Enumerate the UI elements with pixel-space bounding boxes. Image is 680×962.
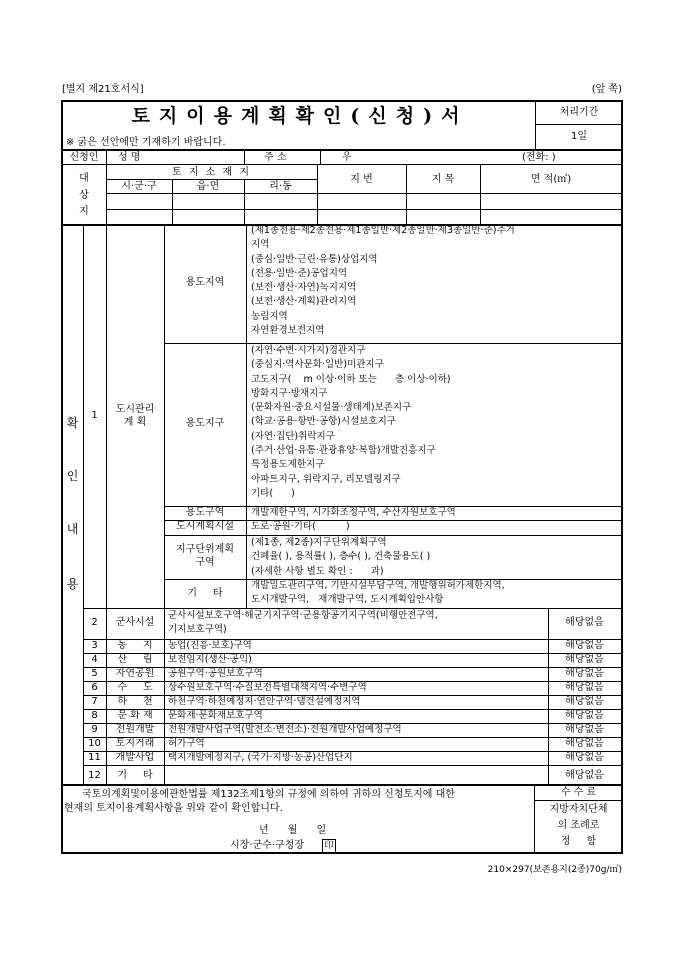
use-area-lines (251, 224, 515, 338)
use-area-line: 농림지역 (251, 310, 288, 322)
content-bottom-line (62, 784, 622, 786)
use-district-line: 방화지구·방재지구 (251, 387, 328, 399)
processing-period-value: 1일 (570, 131, 588, 142)
use-area-line: (중심·일반·근린·유통)상업지역 (251, 253, 378, 265)
sec-status: 해당없음 (565, 724, 604, 735)
other-line: 개발밀도관리구역, 기반시설부담구역, 개발행위허가제한지역, (251, 580, 505, 591)
paper-spec: 210×297(보존용지(2종)70g/㎡) (487, 865, 622, 875)
footer-statement-1: 국토의계획및이용에관한법률 제132조제1항의 규정에 의하여 귀하의 신청토지에 대한 (82, 789, 455, 800)
unit-label-1: 지구단위계획 (176, 544, 234, 555)
target-label-1: 대 (79, 173, 89, 184)
sec1-number: 1 (91, 410, 98, 421)
applicant-v3 (320, 150, 321, 165)
footer-date: 년 월 일 (259, 825, 327, 836)
sec-text: 전원개발사업구역(발전소·변전소)·전원개발사업예정구역 (168, 724, 402, 735)
sec-status: 해당없음 (565, 696, 604, 707)
applicant-address-label: 주 소 (264, 152, 287, 163)
footer-signer: 시장·군수·구청장 (230, 840, 304, 851)
sec-label: 수 도 (117, 682, 153, 693)
use-area-line: (보전·생산·자연)녹지지역 (251, 282, 357, 294)
use-district-line: (학교·공용·항만·공항)시설보호지구 (251, 416, 396, 428)
fee-label: 수 수 료 (560, 787, 597, 798)
sec-label: 하 천 (117, 696, 153, 707)
footer-statement-2: 현재의 토지이용계획사항을 위와 같이 확인합니다. (64, 803, 283, 814)
use-district-line: (주거·산업·유통·관광휴양·복합)개발진흥지구 (251, 445, 436, 457)
use-district-label: 용도지구 (185, 418, 225, 429)
sec-number: 10 (88, 738, 101, 749)
unit-line: 건폐율( ), 용적률( ), 층수( ), 건축물용도( ) (251, 551, 431, 563)
other-line: 도시개발구역, 재개발구역, 도시계획입안사항 (251, 594, 444, 606)
outer-top-border (61, 100, 623, 102)
sec-label: 산 림 (117, 654, 153, 665)
sec-status: 해당없음 (565, 617, 604, 628)
target-label-3: 지 (79, 206, 89, 217)
target-h-header (106, 193, 622, 194)
sec-text: 보전임지(생산·공익) (168, 654, 252, 665)
sec1-label-2: 계 획 (123, 417, 147, 428)
sec-text: 군사시설보호구역·해군기지구역·군용항공기지구역(비행안전구역, (168, 610, 438, 621)
footer-fee-h (534, 800, 622, 801)
sec-number: 5 (91, 668, 98, 679)
sec-number: 2 (91, 617, 98, 628)
fee-text-2: 의 조례로 (557, 820, 600, 831)
fee-text-1: 지방자치단체 (549, 804, 608, 815)
sec1-label-1: 도시관리 (115, 404, 155, 415)
outer-right-border (621, 100, 623, 854)
sec-label: 토지거래 (115, 738, 155, 749)
sec-text: 하천구역·하천예정지·연안구역·댐건설예정지역 (168, 696, 361, 707)
other-label: 기 타 (187, 588, 223, 599)
sec-text: 농업(진흥·보호)구역 (168, 640, 252, 651)
sec-label: 군사시설 (115, 617, 155, 628)
form-number: [별지 제21호서식] (62, 84, 144, 95)
use-district-line: 아파트지구, 위락지구, 리모델링지구 (251, 473, 401, 485)
use-area-line: (전용·일반·준)공업지역 (251, 267, 348, 279)
sec-status: 해당없음 (565, 640, 604, 651)
use-zone-label: 용도구역 (185, 507, 225, 518)
use-area-line: 지역 (251, 239, 270, 251)
sec-text: 기지보호구역) (168, 624, 227, 635)
sec-text: 상수원보호구역·수질보전특별대책지역·수변구역 (168, 682, 367, 693)
use-district-line: (중심지·역사문화·일반)미관지구 (251, 359, 384, 371)
sec-number: 8 (91, 710, 98, 721)
sec-status: 해당없음 (565, 668, 604, 679)
unit-label-2: 구역 (195, 557, 215, 568)
outer-bottom-border (61, 852, 623, 854)
use-district-line: (자연·집단)취락지구 (251, 430, 335, 442)
sec-number: 7 (91, 696, 98, 707)
sec-status: 해당없음 (565, 752, 604, 763)
location-header: 토 지 소 재 지 (171, 167, 251, 178)
page-title: 토지이용계획확인(신청)서 (131, 105, 469, 127)
use-area-line: (보전·생산·계획)관리지역 (251, 296, 357, 308)
seal-icon: 印 (322, 839, 336, 853)
use-district-line: 기타( ) (251, 487, 295, 499)
sec-status: 해당없음 (565, 770, 604, 781)
eupmyeon-header: 읍·면 (196, 181, 220, 192)
unit-lines (251, 536, 430, 579)
sec-status: 해당없음 (565, 738, 604, 749)
sec-number: 9 (91, 724, 98, 735)
sec-number: 6 (91, 682, 98, 693)
facility-label: 도시계획시설 (176, 521, 234, 532)
sec-text: 문화재·문화재보호구역 (168, 710, 263, 721)
use-district-line: (문화자원·중요시설물·생태계)보존지구 (251, 402, 412, 414)
ridong-header: 리·동 (269, 181, 292, 192)
use-district-lines (251, 344, 451, 501)
content-label-1: 확 (66, 416, 79, 430)
content-label-2: 인 (66, 469, 79, 483)
sec-number: 4 (91, 654, 98, 665)
sec-label: 문 화 재 (117, 710, 153, 721)
use-area-line: (제1종전용·제2종전용·제1종일반·제2종일반·제3종일반·준)주거 (251, 225, 515, 236)
content-v-sub (246, 225, 247, 608)
content-v-name (164, 225, 165, 784)
jibun-header: 지 번 (350, 174, 373, 185)
target-label-2: 상 (79, 190, 89, 201)
applicant-postal-label: 우 (342, 152, 352, 163)
facility-text: 도로·공원·기타( ) (251, 521, 350, 532)
sec-status: 해당없음 (565, 682, 604, 693)
sec-number: 12 (88, 770, 101, 781)
use-area-line: 자연환경보전지역 (251, 325, 325, 337)
sec-label: 농 지 (117, 640, 153, 651)
use-district-line: 고도지구( m 이상·이하 또는 층 이상·이하) (251, 373, 451, 385)
fee-text-3: 정 함 (560, 836, 597, 847)
applicant-v2 (244, 150, 245, 165)
other-lines (251, 579, 505, 608)
sec-text: 공원구역·공원보호구역 (168, 668, 263, 679)
sec-label: 전원개발 (115, 724, 155, 735)
sec-label: 자연공원 (115, 668, 155, 679)
applicant-bottom-line (62, 164, 622, 165)
applicant-v1 (106, 150, 107, 165)
processing-divider-h (535, 124, 622, 125)
instruction-note: ※ 굵은 선안에만 기재하기 바랍니다. (66, 137, 226, 148)
applicant-name-label: 성 명 (118, 152, 141, 163)
sec-text: 허가구역 (168, 738, 205, 749)
unit-line: (자세한 사항 별도 확인 : 과) (251, 565, 384, 577)
sec-status: 해당없음 (565, 710, 604, 721)
sec-status: 해당없음 (565, 654, 604, 665)
sec-number: 3 (91, 640, 98, 651)
use-zone-text: 개발제한구역, 시가화조정구역, 수산자원보호구역 (251, 507, 456, 518)
target-h-location (106, 179, 317, 180)
content-label-4: 용 (66, 577, 79, 591)
use-district-line: 특정용도제한지구 (251, 459, 325, 471)
sec-text: 택지개발예정지구, (국가·지방·농공)산업단지 (168, 752, 353, 763)
use-district-line: (자연·수변·시가지)경관지구 (251, 345, 366, 356)
unit-line: (제1종, 제2종)지구단위계획구역 (251, 537, 387, 548)
jimok-header: 지 목 (431, 174, 455, 185)
page-side: (앞 쪽) (591, 84, 622, 95)
applicant-phone: (전화: ) (522, 152, 556, 163)
sec-number: 11 (88, 752, 101, 763)
sec-label: 개발사업 (115, 752, 155, 763)
processing-period-label: 처리기간 (559, 107, 599, 118)
applicant-label: 신청인 (69, 152, 99, 163)
content-label-3: 내 (66, 522, 79, 536)
area-header: 면 적(㎡) (530, 174, 572, 185)
sigungu-header: 시·군·구 (121, 181, 157, 192)
target-h-row1 (106, 209, 622, 210)
sec-label: 기 타 (117, 770, 153, 781)
use-area-label: 용도지역 (185, 277, 225, 288)
title-bottom-line (62, 149, 622, 151)
